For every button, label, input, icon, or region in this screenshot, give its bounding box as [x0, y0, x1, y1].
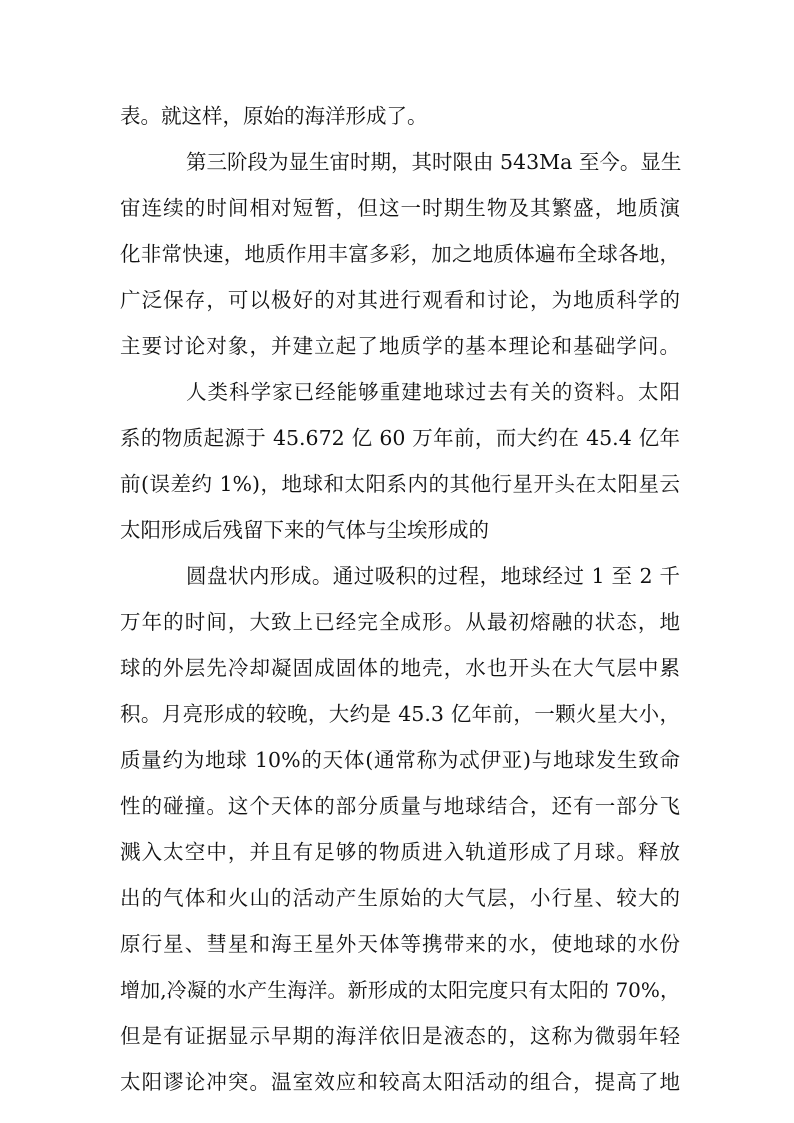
text-line: 增加,冷凝的水产生海洋。新形成的太阳完度只有太阳的 70%，: [120, 978, 680, 1002]
text-line: 系的物质起源于 45.672 亿 60 万年前，而大约在 45.4 亿年: [120, 426, 680, 450]
text-line: 圆盘状内形成。通过吸积的过程，地球经过 1 至 2 千: [186, 564, 680, 588]
text-line: 主要讨论对象，并建立起了地质学的基本理论和基础学问。: [120, 334, 680, 358]
text-line: 太阳谬论冲突。温室效应和较高太阳活动的组合，提高了地: [120, 1070, 680, 1094]
text-line: 万年的时间，大致上已经完全成形。从最初熔融的状态，地: [120, 610, 680, 634]
text-line: 积。月亮形成的较晚，大约是 45.3 亿年前，一颗火星大小，: [120, 702, 680, 726]
text-line: 前(误差约 1%)，地球和太阳系内的其他行星开头在太阳星云: [120, 472, 680, 496]
text-line: 出的气体和火山的活动产生原始的大气层，小行星、较大的: [120, 886, 680, 910]
text-line: 表。就这样，原始的海洋形成了。: [120, 104, 428, 128]
text-line: 性的碰撞。这个天体的部分质量与地球结合，还有一部分飞: [120, 794, 680, 818]
text-line: 球的外层先冷却凝固成固体的地壳，水也开头在大气层中累: [120, 656, 680, 680]
text-line: 第三阶段为显生宙时期，其时限由 543Ma 至今。显生: [186, 150, 682, 174]
text-line: 太阳形成后残留下来的气体与尘埃形成的: [120, 518, 489, 542]
text-line: 广泛保存，可以极好的对其进行观看和讨论，为地质科学的: [120, 288, 680, 312]
text-line: 但是有证据显示早期的海洋依旧是液态的，这称为微弱年轻: [120, 1024, 680, 1048]
text-line: 化非常快速，地质作用丰富多彩，加之地质体遍布全球各地，: [120, 242, 680, 266]
text-line: 宙连续的时间相对短暂，但这一时期生物及其繁盛，地质演: [120, 196, 680, 220]
text-line: 原行星、彗星和海王星外天体等携带来的水，使地球的水份: [120, 932, 680, 956]
text-line: 溅入太空中，并且有足够的物质进入轨道形成了月球。释放: [120, 840, 680, 864]
text-line: 人类科学家已经能够重建地球过去有关的资料。太阳: [186, 380, 680, 404]
text-line: 质量约为地球 10%的天体(通常称为忒伊亚)与地球发生致命: [120, 748, 680, 772]
